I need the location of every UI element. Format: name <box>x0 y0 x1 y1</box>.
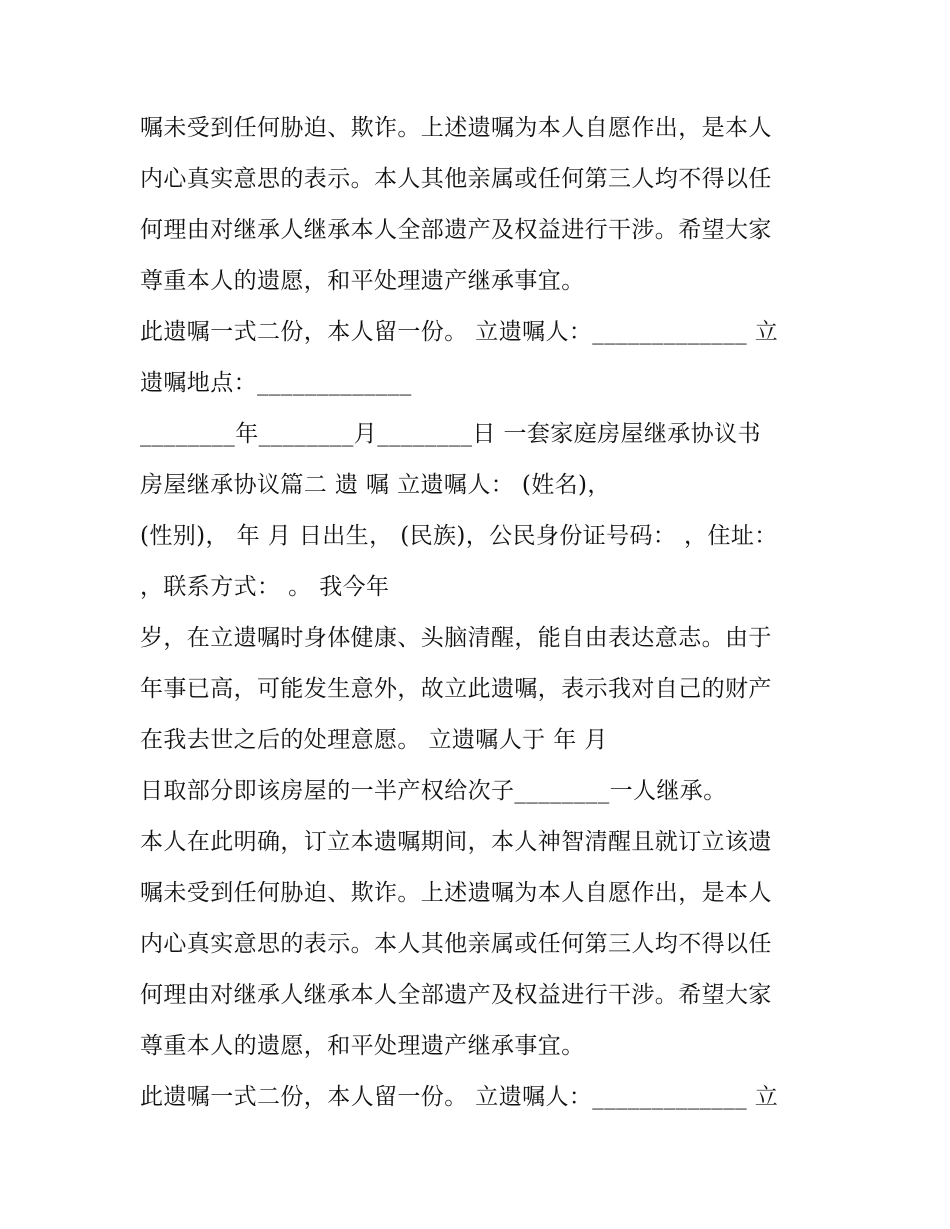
text-line: 遗嘱地点：_____________ <box>140 370 412 396</box>
text-line: 年事已高，可能发生意外，故立此遗嘱，表示我对自己的财产 <box>140 676 772 702</box>
text-line: 嘱未受到任何胁迫、欺诈。上述遗嘱为本人自愿作出，是本人 <box>140 880 772 906</box>
text-line: 此遗嘱一式二份，本人留一份。 立遗嘱人：_____________ 立 <box>140 319 779 345</box>
text-line: 何理由对继承人继承本人全部遗产及权益进行干涉。希望大家 <box>140 217 772 243</box>
text-line: 尊重本人的遗愿，和平处理遗产继承事宜。 <box>140 268 585 294</box>
text-line: ________年________月________日 一套家庭房屋继承协议书 <box>140 421 761 447</box>
text-line: 何理由对继承人继承本人全部遗产及权益进行干涉。希望大家 <box>140 982 772 1008</box>
text-line: 岁，在立遗嘱时身体健康、头脑清醒，能自由表达意志。由于 <box>140 625 772 651</box>
text-line: 嘱未受到任何胁迫、欺诈。上述遗嘱为本人自愿作出，是本人 <box>140 115 772 141</box>
text-line: 在我去世之后的处理意愿。 立遗嘱人于 年 月 <box>140 727 608 753</box>
text-line: 日取部分即该房屋的一半产权给次子________一人继承。 <box>140 778 727 804</box>
text-line: (性别)， 年 月 日出生， (民族)，公民身份证号码： ，住址： <box>140 523 778 549</box>
document-body <box>140 103 840 1123</box>
text-line: 尊重本人的遗愿，和平处理遗产继承事宜。 <box>140 1033 585 1059</box>
text-line: 此遗嘱一式二份，本人留一份。 立遗嘱人：_____________ 立 <box>140 1084 779 1110</box>
text-line: ，联系方式： 。 我今年 <box>140 574 390 600</box>
text-line: 房屋继承协议篇二 遗 嘱 立遗嘱人： (姓名)， <box>140 472 611 498</box>
text-line: 内心真实意思的表示。本人其他亲属或任何第三人均不得以任 <box>140 166 772 192</box>
text-line: 本人在此明确，订立本遗嘱期间，本人神智清醒且就订立该遗 <box>140 829 772 855</box>
text-line: 内心真实意思的表示。本人其他亲属或任何第三人均不得以任 <box>140 931 772 957</box>
